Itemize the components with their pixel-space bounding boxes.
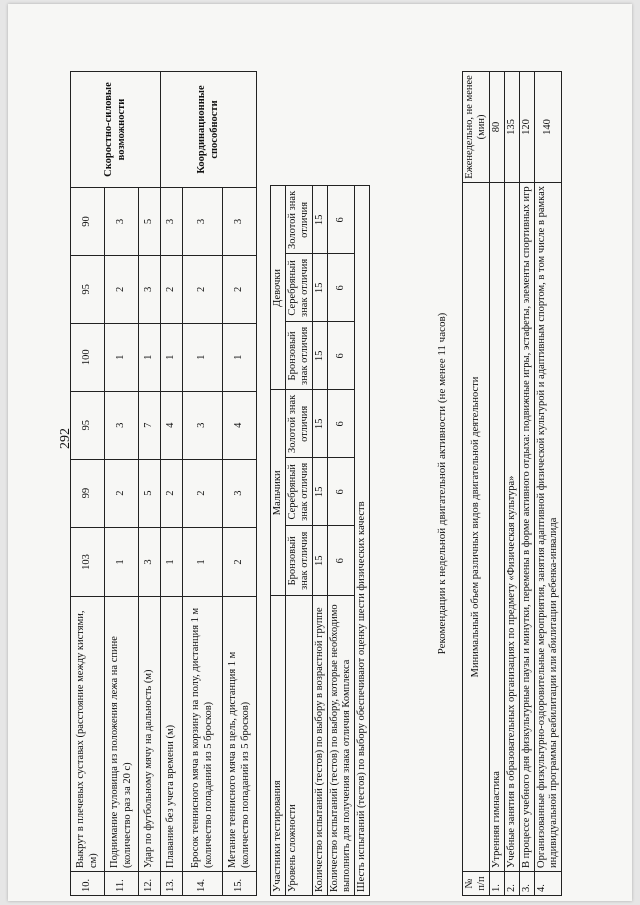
table-row: 13. Плавание без учета времени (м) 1 2 4 1 2 3 Координационные способности	[161, 72, 183, 896]
table-row: 12. Удар по футбольному мячу на дальность (м) 3 5 7 1 3 5	[139, 72, 161, 896]
recommendations-table	[462, 71, 562, 896]
group-label-coordination: Координационные способности	[161, 72, 257, 188]
levels-footnote: Шесть испытаний (тестов) по выбору обеспечивают оценку шести физических качеств	[355, 186, 370, 896]
boys-silver: Серебряный знак отличия	[286, 458, 313, 526]
girls-gold: Золотой знак отличия	[286, 186, 313, 254]
girls-silver: Серебряный знак отличия	[286, 254, 313, 322]
rotated-content	[70, 66, 626, 896]
num-header: № п/п	[463, 872, 490, 896]
girls-header: Девочки	[271, 186, 286, 390]
page-number: 292	[58, 428, 73, 449]
group-label-speed-strength: Скоростно-силовые возможности	[71, 72, 161, 188]
table-row: 15. Метание теннисного мяча в цель, дистанция 1 м (количество попаданий из 5 бросков) 2 3 4 1 2 3	[223, 72, 257, 896]
table-row: 11. Поднимание туловища из положения лежа на спине (количество раз за 20 с) 1 2 3 1 2 3	[105, 72, 139, 896]
level-label: Уровень сложности	[286, 596, 313, 896]
table-row: Количество испытаний (тестов) по выбору, которые необходимо выполнить для получения знака отличия Комплекса 6 6 6 6 6 6	[328, 71, 355, 896]
boys-header: Мальчики	[271, 390, 286, 596]
activity-header: Минимальный объем различных видов двигательной деятельности	[463, 182, 490, 871]
recommendations-title: Рекомендации к недельной двигательной активности (не менее 11 часов)	[436, 312, 448, 655]
table-row: 4. Организованные физкультурно-оздоровительные мероприятия, занятия адаптивной физической культурой и адаптивным спортом, в том числе в рамках индивидуальной программы реабилитации или абилитации ребенка-инвалида 140	[535, 72, 562, 896]
tests-table	[70, 71, 257, 896]
table-row: Количество испытаний (тестов) по выбору в возрастной группе 15 15 15 15 15 15	[313, 71, 328, 896]
document-page	[8, 4, 632, 901]
girls-bronze: Бронзовый знак отличия	[286, 322, 313, 390]
table-row: 14. Бросок теннисного мяча в корзину на полу, дистанция 1 м (количество попаданий из 5 бросков) 1 2 3 1 2 3	[183, 72, 223, 896]
table-row: 3. В процессе учебного дня физкультурные паузы и минутки, перемены в форме активного отдыха: подвижные игры, эстафеты, элементы спортивных игр 120	[520, 72, 535, 896]
boys-bronze: Бронзовый знак отличия	[286, 526, 313, 596]
participants-label: Участники тестирования	[271, 596, 286, 896]
levels-table	[270, 71, 370, 896]
table-row: 1. Утренняя гимнастика 80	[490, 72, 505, 896]
table-row: 2. Учебные занятия в образовательных организациях по предмету «Физическая культура» 135	[505, 72, 520, 896]
table-row: 10. Выкрут в плечевых суставах (расстояние между кистями, см) 103 99 95 100 95 90 Скоростно-силовые возможности	[71, 72, 105, 896]
minutes-header: Еженедельно, не менее (мин)	[463, 72, 490, 183]
boys-gold: Золотой знак отличия	[286, 390, 313, 458]
